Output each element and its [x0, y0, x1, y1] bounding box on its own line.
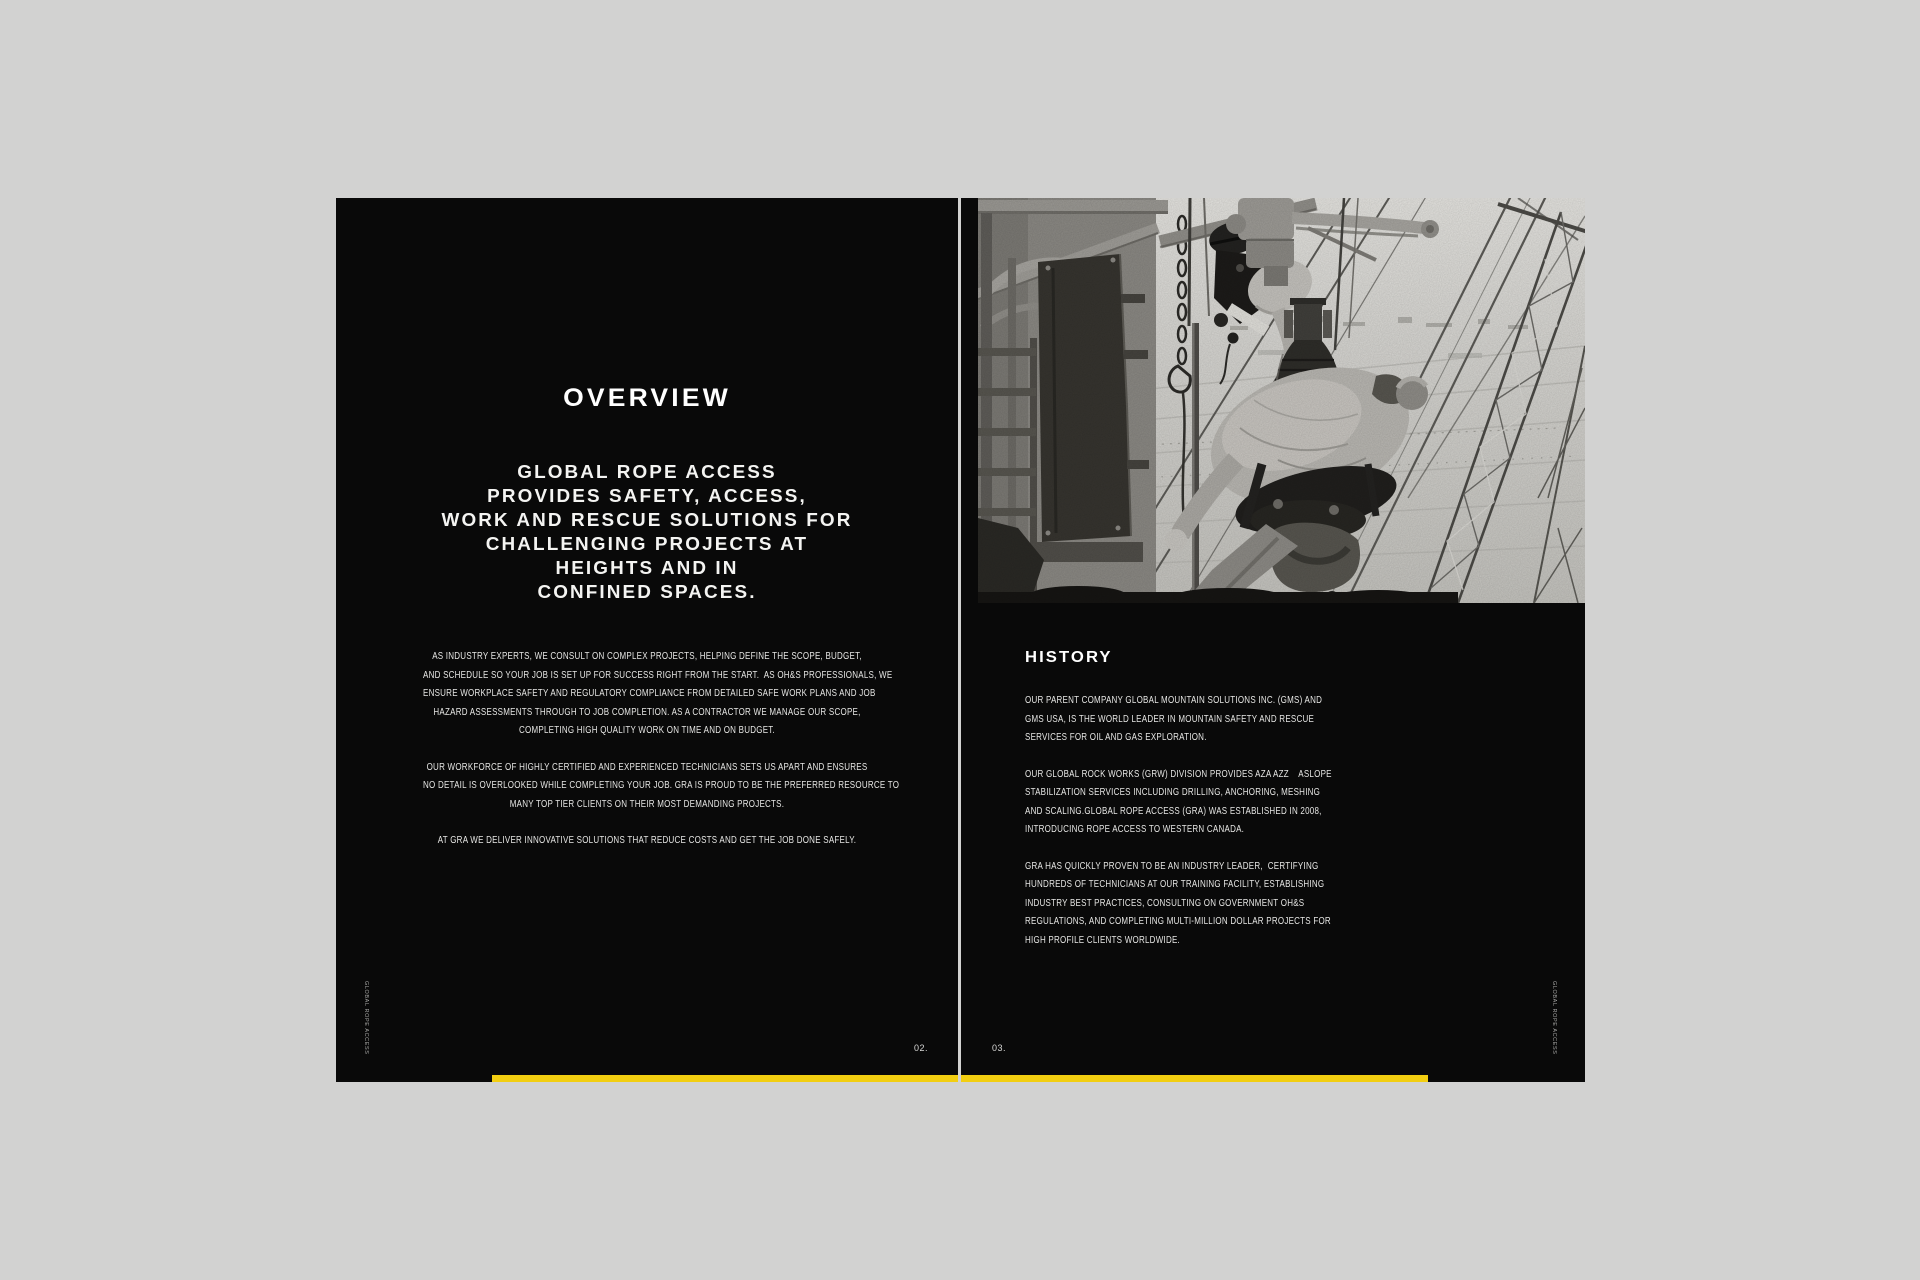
- page-title-overview: OVERVIEW: [563, 384, 731, 412]
- history-paragraph-3: GRA HAS QUICKLY PROVEN TO BE AN INDUSTRY LEADER, CERTIFYING HUNDREDS OF TECHNICIANS AT OUR TRAINING FACILITY, ESTABLISHING INDUSTRY BEST PRACTICES, CONSULTING ON GOVERNMENT OH&S REGULATIONS, AND COMPLETING MULTI-MILLION DOLLAR PROJECTS FOR HIGH PROFILE CLIENTS WORLDWIDE.: [1025, 860, 1331, 946]
- history-paragraph-2: OUR GLOBAL ROCK WORKS (GRW) DIVISION PROVIDES AZA AZZ ASLOPE STABILIZATION SERVICES INCLUDING DRILLING, ANCHORING, MESHING AND SCALING.GLOBAL ROPE ACCESS (GRA) WAS ESTABLISHED IN 2008, INTRODUCING ROPE ACCESS TO WESTERN CANADA.: [1025, 768, 1332, 835]
- page-history: [961, 198, 1585, 1082]
- spine-text-right: GLOBAL ROPE ACCESS: [1551, 981, 1557, 1055]
- overview-paragraph-2: OUR WORKFORCE OF HIGHLY CERTIFIED AND EXPERIENCED TECHNICIANS SETS US APART AND ENSURES NO DETAIL IS OVERLOOKED WHILE COMPLETING YOUR JOB. GRA IS PROUD TO BE THE PREFERRED RESOURCE TO MANY TOP TIER CLIENTS ON THEIR MOST DEMANDING PROJECTS.: [423, 761, 900, 810]
- page-overview: [336, 198, 958, 1082]
- hero-photo-rope-access-workers: [978, 198, 1585, 603]
- film-grain-overlay: [978, 198, 1585, 603]
- overview-paragraph-1: AS INDUSTRY EXPERTS, WE CONSULT ON COMPLEX PROJECTS, HELPING DEFINE THE SCOPE, BUDGET, AND SCHEDULE SO YOUR JOB IS SET UP FOR SUCCESS RIGHT FROM THE START. AS OH&S PROFESSIONALS, WE ENSURE WORKPLACE SAFETY AND REGULATORY COMPLIANCE FROM DETAILED SAFE WORK PLANS AND JOB HAZARD ASSESSMENTS THROUGH TO JOB COMPLETION. AS A CONTRACTOR WE MANAGE OUR SCOPE, COMPLETING HIGH QUALITY WORK ON TIME AND ON BUDGET.: [423, 651, 893, 736]
- overview-body: [423, 648, 900, 851]
- page-number-left: 02.: [913, 1043, 928, 1053]
- brochure-spread: [336, 198, 1585, 1082]
- history-paragraph-1: OUR PARENT COMPANY GLOBAL MOUNTAIN SOLUTIONS INC. (GMS) AND GMS USA, IS THE WORLD LEADER IN MOUNTAIN SAFETY AND RESCUE SERVICES FOR OIL AND GAS EXPLORATION.: [1025, 695, 1323, 743]
- rope-access-photo-illustration: [978, 198, 1585, 603]
- section-title-history: HISTORY: [1025, 649, 1113, 666]
- overview-paragraph-3: AT GRA WE DELIVER INNOVATIVE SOLUTIONS THAT REDUCE COSTS AND GET THE JOB DONE SAFELY.: [437, 835, 857, 846]
- page-number-right: 03.: [992, 1043, 1007, 1053]
- history-body: [1025, 692, 1361, 950]
- page-gutter-divider: [958, 198, 961, 1082]
- overview-headline: GLOBAL ROPE ACCESS PROVIDES SAFETY, ACCESS, WORK AND RESCUE SOLUTIONS FOR CHALLENGING PROJECTS AT HEIGHTS AND IN CONFINED SPACES.: [441, 462, 853, 602]
- spine-text-left: GLOBAL ROPE ACCESS: [363, 981, 369, 1055]
